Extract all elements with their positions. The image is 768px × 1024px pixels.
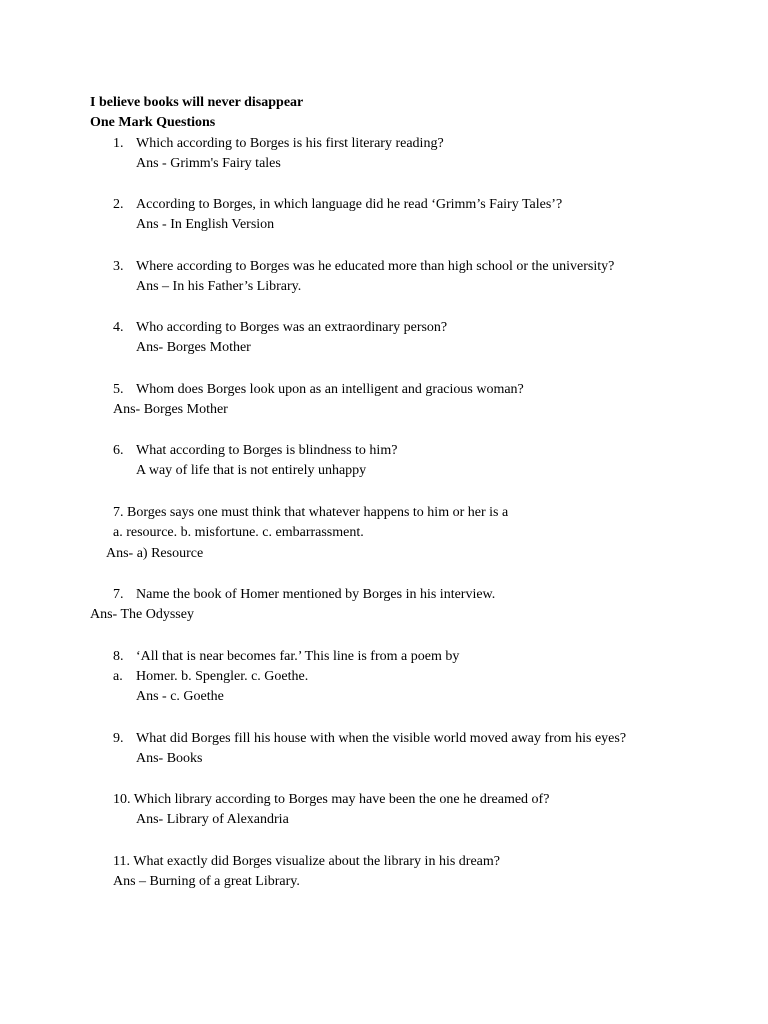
answer-text: Ans- The Odyssey <box>90 607 194 622</box>
section-heading: One Mark Questions <box>90 115 216 130</box>
question-text: 7. Borges says one must think that whatever happens to him or her is a <box>113 505 509 520</box>
question-number: 9. <box>113 731 124 746</box>
answer-text: Ans- Borges Mother <box>113 402 228 417</box>
question-text: What according to Borges is blindness to him? <box>136 443 398 458</box>
answer-text: Ans- a) Resource <box>106 546 204 561</box>
answer-text: Ans- Library of Alexandria <box>136 812 289 827</box>
question-text: Where according to Borges was he educated more than high school or the university? <box>136 259 615 274</box>
question-number: 8. <box>113 649 124 664</box>
question-text: Who according to Borges was an extraordinary person? <box>136 320 448 335</box>
answer-text: Ans - In English Version <box>136 217 275 232</box>
option-number: a. <box>113 669 123 684</box>
question-number: 7. <box>113 587 124 602</box>
question-number: 6. <box>113 443 124 458</box>
answer-text: Ans - Grimm's Fairy tales <box>136 156 281 171</box>
question-text: What did Borges fill his house with when the visible world moved away from his eyes? <box>136 731 627 746</box>
answer-text: A way of life that is not entirely unhappy <box>136 463 367 478</box>
question-number: 4. <box>113 320 124 335</box>
question-text: According to Borges, in which language did he read ‘Grimm’s Fairy Tales’? <box>136 197 563 212</box>
question-text: Name the book of Homer mentioned by Borges in his interview. <box>136 587 496 602</box>
answer-text: Ans- Books <box>136 751 203 766</box>
question-number: 5. <box>113 382 124 397</box>
document-title: I believe books will never disappear <box>90 95 304 110</box>
answer-text: Ans – Burning of a great Library. <box>113 874 300 889</box>
question-number: 3. <box>113 259 124 274</box>
options-text: a. resource. b. misfortune. c. embarrassment. <box>113 525 364 540</box>
question-number: 2. <box>113 197 124 212</box>
question-text: 11. What exactly did Borges visualize about the library in his dream? <box>113 854 500 869</box>
question-text: ‘All that is near becomes far.’ This line is from a poem by <box>136 649 460 664</box>
question-text: Whom does Borges look upon as an intelligent and gracious woman? <box>136 382 524 397</box>
options-text: Homer. b. Spengler. c. Goethe. <box>136 669 309 684</box>
answer-text: Ans – In his Father’s Library. <box>136 279 302 294</box>
question-text: Which according to Borges is his first literary reading? <box>136 136 444 151</box>
answer-text: Ans - c. Goethe <box>136 689 224 704</box>
answer-text: Ans- Borges Mother <box>136 340 251 355</box>
question-text: 10. Which library according to Borges may have been the one he dreamed of? <box>113 792 550 807</box>
question-number: 1. <box>113 136 124 151</box>
